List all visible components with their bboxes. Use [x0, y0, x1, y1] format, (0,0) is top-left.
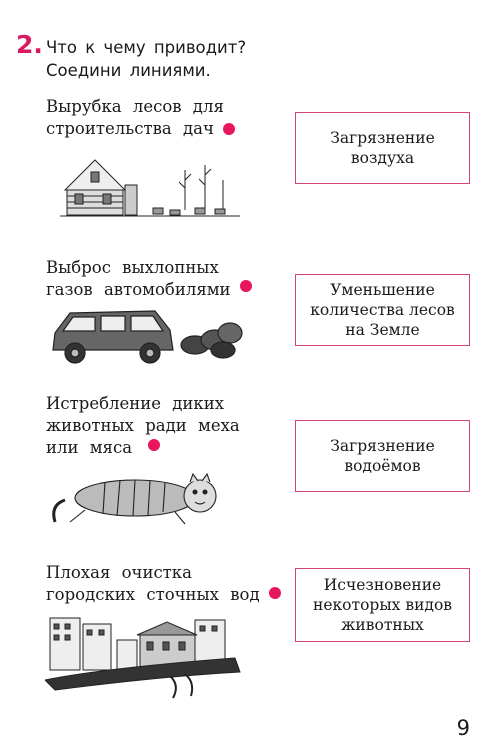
effect-2-box[interactable]	[295, 274, 470, 346]
effect-3-line-2: водоёмов	[344, 457, 421, 475]
effect-3-line-1: Загрязнение	[330, 437, 435, 455]
cause-2-line-2: газов автомобилями	[46, 280, 231, 299]
cause-3-connector-dot[interactable]	[148, 439, 160, 451]
cause-3-line-1: Истребление диких	[46, 394, 225, 413]
task-instruction	[46, 36, 246, 82]
effect-1-line-1: Загрязнение	[330, 129, 435, 147]
cause-2-connector-dot[interactable]	[240, 280, 252, 292]
cause-4-line-2: городских сточных вод	[46, 585, 260, 604]
cause-3-text	[46, 393, 240, 459]
cause-1-connector-dot[interactable]	[223, 123, 235, 135]
house-and-stumps-illustration	[55, 150, 245, 220]
effect-4-box[interactable]	[295, 568, 470, 642]
cause-3-line-3: или мяса	[46, 438, 133, 457]
cause-1-line-1: Вырубка лесов для	[46, 97, 224, 116]
cause-1-line-2: строительства дач	[46, 119, 214, 138]
effect-1-line-2: воздуха	[350, 149, 415, 167]
task-line-2: Соедини линиями.	[46, 61, 211, 80]
effect-3-box[interactable]	[295, 420, 470, 492]
effect-1-box[interactable]	[295, 112, 470, 184]
task-number: 2.	[16, 30, 43, 59]
cause-4-connector-dot[interactable]	[269, 587, 281, 599]
task-line-1: Что к чему приводит?	[46, 38, 247, 57]
cause-4-text	[46, 562, 260, 606]
effect-2-line-2: количества лесов	[310, 301, 455, 319]
cause-2-line-1: Выброс выхлопных	[46, 258, 219, 277]
effect-2-line-3: на Земле	[345, 321, 420, 339]
car-exhaust-illustration	[45, 305, 245, 370]
effect-4-line-1: Исчезновение	[323, 576, 442, 594]
cause-2-text	[46, 257, 231, 301]
cause-1-text	[46, 96, 224, 140]
cause-3-line-2: животных ради меха	[46, 416, 240, 435]
page-number: 9	[456, 716, 470, 740]
effect-4-line-2: некоторых видов	[312, 596, 452, 614]
tiger-illustration	[45, 460, 235, 530]
cause-4-line-1: Плохая очистка	[46, 563, 192, 582]
effect-2-line-1: Уменьшение	[330, 281, 435, 299]
effect-4-line-3: животных	[341, 616, 424, 634]
city-sewage-illustration	[45, 610, 245, 700]
